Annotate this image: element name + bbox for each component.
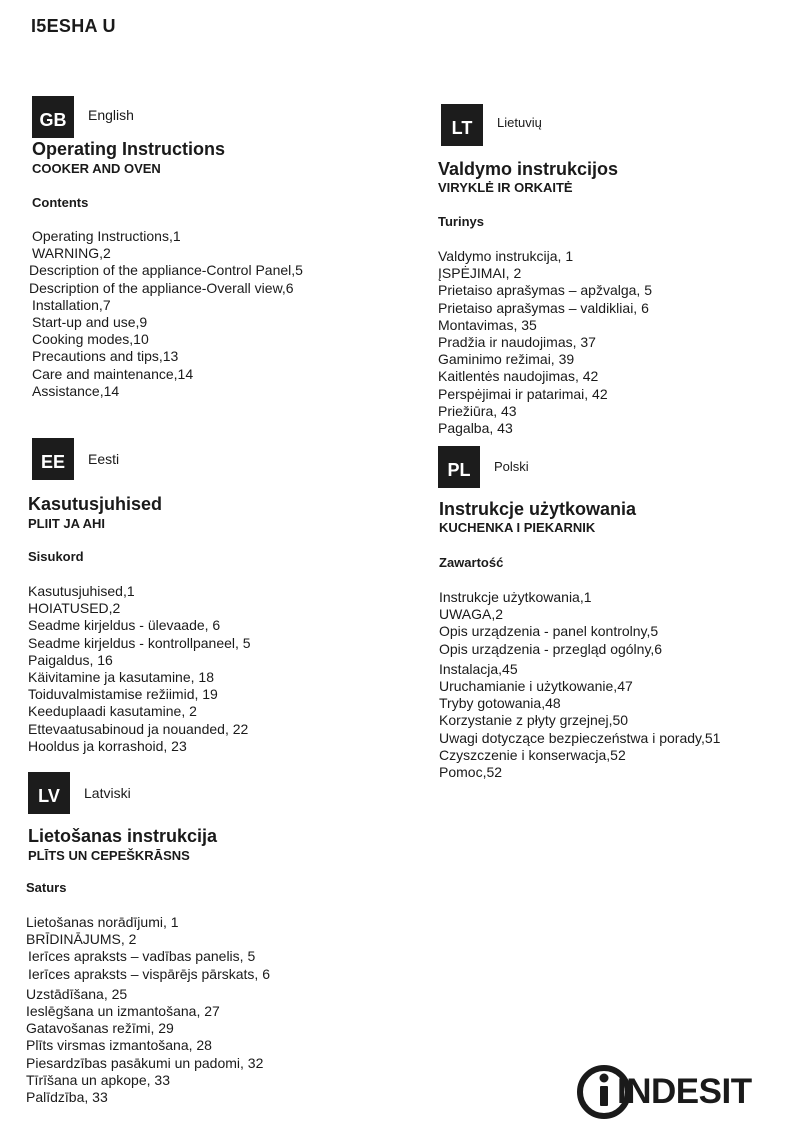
toc-item: Priežiūra, 43 [438, 402, 517, 419]
toc-item: Cooking modes,10 [32, 331, 149, 348]
section-title-ee: Kasutusjuhised [28, 494, 163, 514]
section-subtitle-ee: PLIIT JA AHI [28, 516, 106, 531]
toc-item: Lietošanas norādījumi, 1 [26, 914, 179, 930]
toc-item: Kaitlentės naudojimas, 42 [438, 368, 599, 385]
section-subtitle-pl: KUCHENKA I PIEKARNIK [439, 520, 596, 535]
toc-list-lt [438, 248, 652, 437]
toc-item: Prietaiso aprašymas – valdikliai, 6 [438, 299, 649, 316]
section-gb [29, 96, 372, 406]
section-title-lt: Valdymo instrukcijos [438, 159, 619, 179]
toc-item: Hooldus ja korrashoid, 23 [28, 737, 187, 754]
toc-item: Operating Instructions,1 [32, 228, 181, 244]
toc-list-gb [29, 228, 303, 400]
contents-label-ee: Sisukord [28, 549, 84, 564]
contents-label-lv: Saturs [26, 880, 67, 895]
toc-item: Plīts virsmas izmantošana, 28 [26, 1037, 212, 1054]
toc-item: Ierīces apraksts – vadības panelis, 5 [28, 948, 256, 965]
toc-list-ee [28, 583, 251, 755]
toc-item: Montavimas, 35 [438, 316, 537, 333]
section-title-pl: Instrukcje użytkowania [439, 499, 637, 519]
language-name-ee: Eesti [88, 451, 120, 467]
toc-item: Assistance,14 [32, 382, 120, 399]
toc-item: BRĪDINĀJUMS, 2 [26, 931, 137, 948]
toc-item: ĮSPĖJIMAI, 2 [438, 265, 522, 282]
toc-list-pl [439, 589, 720, 781]
toc-item: Ierīces apraksts – vispārējs pārskats, 6 [28, 965, 270, 982]
toc-item: Start-up and use,9 [32, 313, 148, 330]
toc-item: Paigaldus, 16 [28, 651, 113, 668]
section-lv-body [26, 772, 366, 1112]
toc-item: UWAGA,2 [439, 606, 504, 623]
toc-list-lv [26, 914, 270, 1106]
language-badge-lt: LT [441, 104, 483, 146]
toc-item: Gatavošanas režīmi, 29 [26, 1020, 174, 1037]
contents-label-lt: Turinys [438, 214, 484, 229]
section-title-gb: Operating Instructions [32, 139, 226, 159]
toc-item: Prietaiso aprašymas – apžvalga, 5 [438, 282, 652, 299]
language-name-lv: Latviski [84, 785, 131, 801]
toc-item: Description of the appliance-Control Panel,5 [29, 262, 303, 279]
section-pl-body [439, 446, 799, 781]
toc-item: Toiduvalmistamise režiimid, 19 [28, 686, 218, 703]
language-name-lt: Lietuvių [497, 115, 542, 130]
toc-item: Care and maintenance,14 [32, 365, 194, 382]
section-title-lv: Lietošanas instrukcija [28, 826, 218, 846]
toc-item: HOIATUSED,2 [28, 600, 121, 617]
toc-item: Palīdzība, 33 [26, 1088, 108, 1105]
toc-item: Seadme kirjeldus - kontrollpaneel, 5 [28, 634, 251, 651]
toc-item: Korzystanie z płyty grzejnej,50 [439, 712, 629, 729]
toc-item: Czyszczenie i konserwacja,52 [439, 746, 626, 763]
toc-item: Ieslēgšana un izmantošana, 27 [26, 1002, 220, 1019]
contents-label-pl: Zawartość [439, 555, 504, 570]
toc-item: Tīrīšana un apkope, 33 [26, 1071, 170, 1088]
language-badge-ee: EE [32, 438, 74, 480]
language-name-gb: English [88, 107, 134, 123]
toc-item: Käivitamine ja kasutamine, 18 [28, 668, 214, 685]
toc-item: Precautions and tips,13 [32, 348, 179, 365]
toc-item: Opis urządzenia - panel kontrolny,5 [439, 623, 659, 640]
toc-item: Perspėjimai ir patarimai, 42 [438, 385, 608, 402]
section-lt-body [438, 104, 778, 439]
toc-item: Gaminimo režimai, 39 [438, 351, 575, 368]
toc-item: Uwagi dotyczące bezpieczeństwa i porady,51 [439, 729, 721, 746]
toc-item: Description of the appliance-Overall view,6 [29, 279, 294, 296]
toc-item: Valdymo instrukcija, 1 [438, 248, 574, 264]
toc-item: Pagalba, 43 [438, 419, 513, 436]
language-badge-lv: LV [28, 772, 70, 814]
section-subtitle-lv: PLĪTS UN CEPEŠKRĀSNS [28, 848, 190, 863]
toc-item: Uzstādīšana, 25 [26, 985, 128, 1002]
toc-item: Keeduplaadi kasutamine, 2 [28, 703, 197, 720]
toc-item: Opis urządzenia - przegląd ogólny,6 [439, 640, 663, 657]
toc-item: Uruchamianie i użytkowanie,47 [439, 677, 633, 694]
toc-item: Piesardzības pasākumi un padomi, 32 [26, 1054, 264, 1071]
toc-item: Installation,7 [32, 296, 111, 313]
model-number: I5ESHA U [31, 16, 116, 36]
toc-item: Kasutusjuhised,1 [28, 583, 135, 599]
toc-item: WARNING,2 [32, 245, 111, 262]
contents-label-gb: Contents [32, 195, 89, 210]
toc-item: Tryby gotowania,48 [439, 695, 561, 712]
language-name-pl: Polski [494, 459, 529, 474]
language-badge-pl: PL [438, 446, 480, 488]
toc-item: Seadme kirjeldus - ülevaade, 6 [28, 617, 221, 634]
section-ee-body [28, 438, 368, 758]
toc-item: Instrukcje użytkowania,1 [439, 589, 592, 605]
toc-item: Ettevaatusabinoud ja nouanded, 22 [28, 720, 249, 737]
language-badge-gb: GB [32, 96, 74, 138]
toc-item: Pomoc,52 [439, 763, 503, 780]
toc-item: Pradžia ir naudojimas, 37 [438, 333, 596, 350]
section-subtitle-gb: COOKER AND OVEN [32, 161, 161, 176]
toc-item: Instalacja,45 [439, 660, 518, 677]
section-subtitle-lt: VIRYKLĖ IR ORKAITĖ [438, 180, 573, 195]
brand-wordmark: INDESIT [617, 1072, 752, 1111]
